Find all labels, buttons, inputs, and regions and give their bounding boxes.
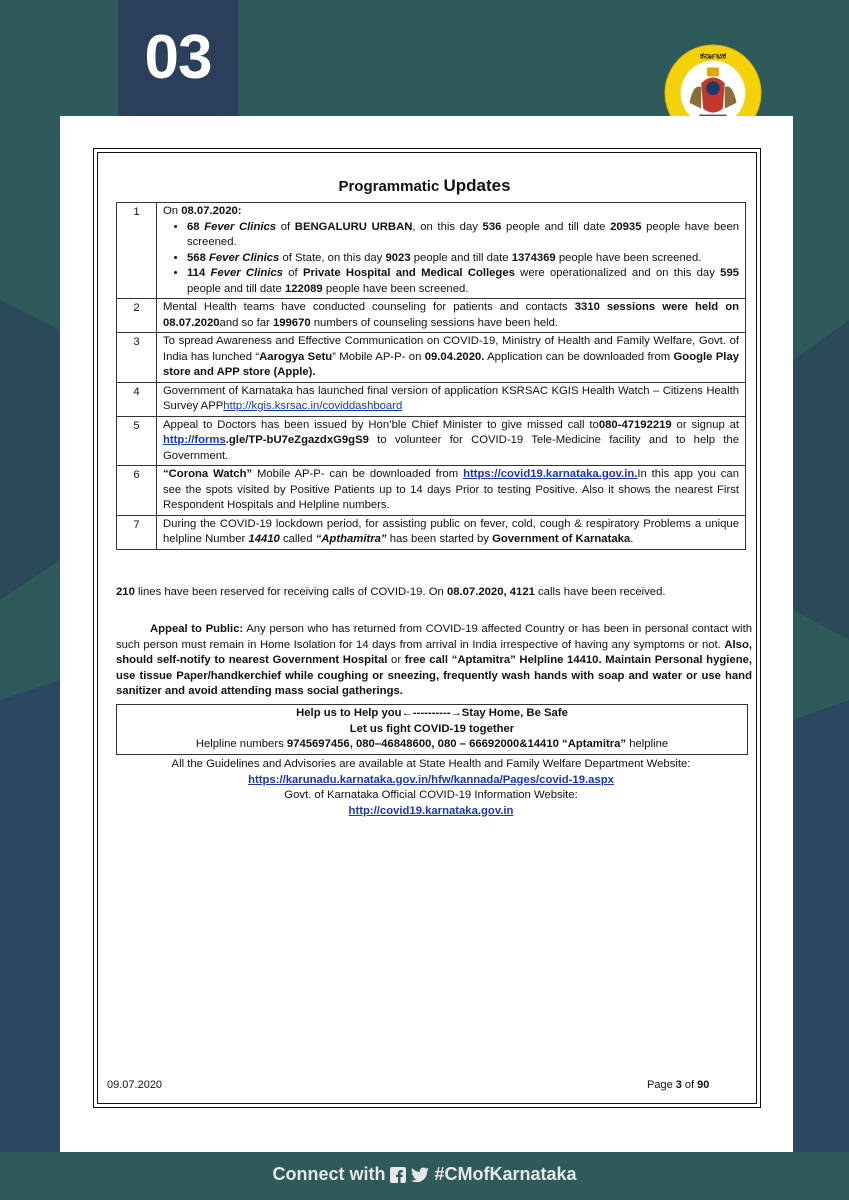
fight-slogan: Let us fight COVID-19 together — [349, 722, 515, 735]
table-row: 6 “Corona Watch” Mobile AP-P- can be downloaded from https://covid19.karnataka.gov.in.In this app you can see the spots visited by Positive Patients up to 14 days Prior to testing Positive. Also it shows the nearest First Respondent Hospitals and Helpline numbers. — [117, 466, 746, 516]
list-item: • 114 Fever Clinics of Private Hospital and Medical Colleges were operationalized and on this day 595 people and till date 122089 people have been screened. — [187, 266, 739, 297]
table-row: 2 Mental Health teams have conducted counseling for patients and contacts 3310 sessions were held on 08.07.2020and so far 199670 numbers of counseling sessions have been held. — [117, 299, 746, 333]
footer-page-number: Page 3 of 90 — [647, 1079, 710, 1091]
signup-forms-link[interactable]: http://forms — [163, 434, 226, 446]
table-row: 4 Government of Karnataka has launched final version of application KSRSAC KGIS Health Watch – Citizens Health Survey APPhttp://kgis.ksrsac.in/coviddashboard — [117, 382, 746, 416]
covid19-site-link[interactable]: https://covid19.karnataka.gov.in. — [463, 468, 638, 480]
connect-bar — [0, 1164, 849, 1185]
table-row: 3 To spread Awareness and Effective Communication on COVID-19, Ministry of Health and Family Welfare, Govt. of India has lunched “Aarogya Setu” Mobile AP-P- on 09.04.2020. Application can be downloaded from Google Play store and APP store (Apple). — [117, 333, 746, 383]
helpline-numbers: Helpline numbers 9745697456, 080–46848600, 080 – 66692000&14410 “Aptamitra” helpline — [195, 738, 669, 750]
facebook-icon[interactable] — [390, 1167, 406, 1183]
helpline-lines-note: 210 lines have been reserved for receiving calls of COVID-19. On 08.07.2020, 4121 calls have been received. — [116, 586, 666, 598]
page-number: 03 — [144, 23, 212, 92]
footer-date: 09.07.2020 — [107, 1079, 163, 1091]
updates-table — [116, 202, 746, 550]
table-row: 1 On 08.07.2020: • 68 Fever Clinics of BENGALURU URBAN, on this day 536 people and till date 20935 people have been screened. • 568 Fever Clinics of State, on this day 9023 people and till date 1374369 people have been screened. • 114 Fever Clinics of Private Hospital and Medical Colleges were operationalized and on this day 595 people and till date 122089 people have been screened. — [117, 203, 746, 299]
twitter-icon[interactable] — [411, 1167, 429, 1183]
guidelines-section: All the Guidelines and Advisories are available at State Health and Family Welfare Department Website: https://karunadu.karnataka.gov.in/hfw/kannada/Pages/covid-19.aspx Govt. of Karnataka Official COVID-19 Information Website: http://covid19.karnataka.gov.in — [171, 758, 691, 817]
help-slogan: Help us to Help you←----------→Stay Home, Be Safe — [296, 707, 568, 719]
fever-clinic-list — [163, 220, 739, 298]
list-item: • 68 Fever Clinics of BENGALURU URBAN, on this day 536 people and till date 20935 people have been screened. — [187, 220, 739, 251]
list-item: • 568 Fever Clinics of State, on this day 9023 people and till date 1374369 people have been screened. — [187, 251, 739, 267]
connect-label: Connect with — [272, 1164, 386, 1184]
cm-handle[interactable]: #CMofKarnataka — [434, 1164, 577, 1184]
table-row: 7 During the COVID-19 lockdown period, for assisting public on fever, cold, cough & respiratory Problems a unique helpline Number 14410 called “Apthamitra” has been started by Government of Karnataka. — [117, 515, 746, 549]
appeal-to-public: Appeal to Public: Any person who has returned from COVID-19 affected Country or has been in personal contact with such person must remain in Home Isolation for 14 days from arrival in India irrespective of having any symptoms or not. Also, should self-notify to nearest Government Hospital or free call “Aptamitra” Helpline 14410. Maintain Personal hygiene, use tissue Paper/handkerchief while coughing or sneezing, frequently wash hands with soap and water or use hand sanitizer and avoid attending mass social gatherings. — [116, 623, 753, 697]
health-dept-link[interactable]: https://karunadu.karnataka.gov.in/hfw/kannada/Pages/covid-19.aspx — [248, 773, 614, 786]
helpline-box — [116, 704, 748, 755]
official-covid-site-link[interactable]: http://covid19.karnataka.gov.in — [348, 804, 514, 817]
table-row: 5 Appeal to Doctors has been issued by Hon’ble Chief Minister to give missed call to080-47192219 or signup at http://forms.gle/TP-bU7eZgazdxG9gS9 to volunteer for COVID-19 Tele-Medicine facility and to help the Government. — [117, 416, 746, 466]
document-title: Programmatic Updates — [338, 176, 511, 195]
kgis-dashboard-link[interactable]: http://kgis.ksrsac.in/coviddashboard — [223, 400, 403, 412]
svg-text:ಕರ್ನಾಟಕ: ಕರ್ನಾಟಕ — [699, 51, 727, 62]
